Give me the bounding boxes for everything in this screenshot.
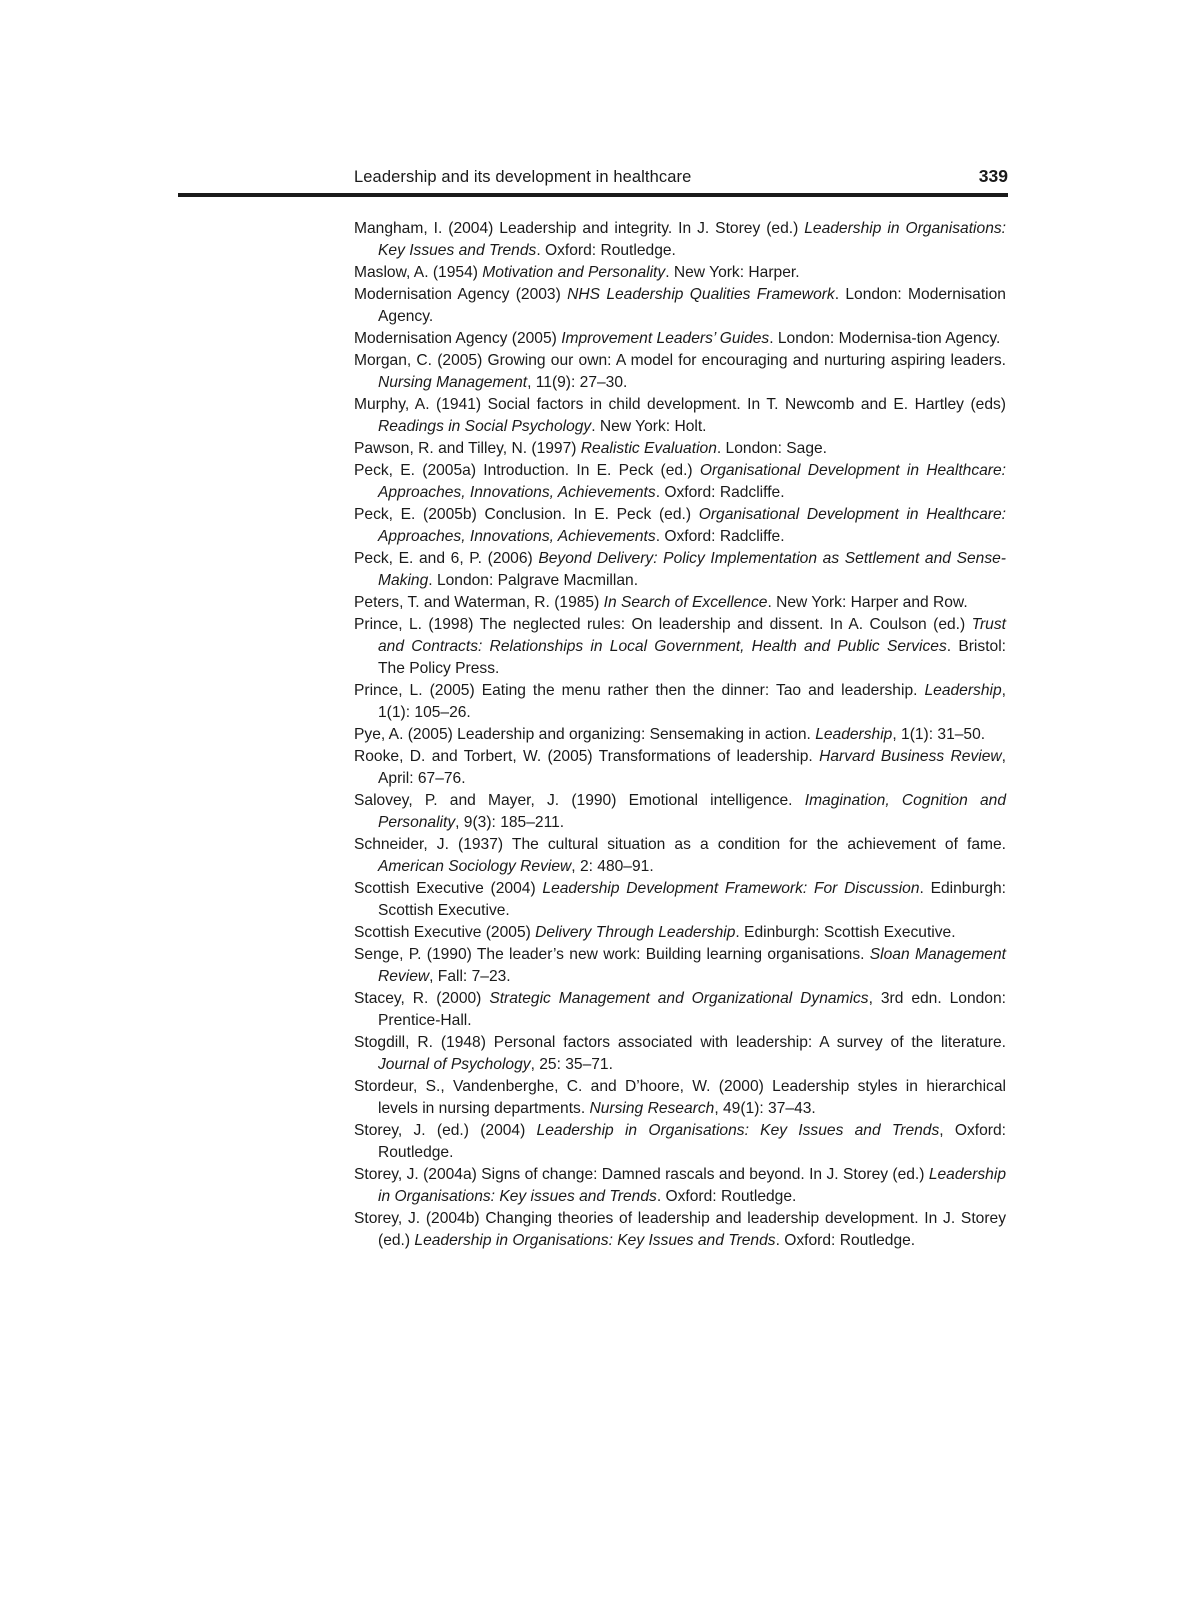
reference-item: Stacey, R. (2000) Strategic Management and Organizational Dynamics, 3rd edn. London: Prentice-Hall.: [354, 990, 1006, 1029]
reference-item: Peck, E. and 6, P. (2006) Beyond Delivery: Policy Implementation as Settlement and Sense-Making. London: Palgrave Macmillan.: [354, 550, 1006, 589]
reference-item: Modernisation Agency (2005) Improvement Leaders’ Guides. London: Modernisa-tion Agency.: [354, 330, 1001, 347]
reference-item: Storey, J. (2004b) Changing theories of leadership and leadership development. In J. Storey (ed.) Leadership in Organisations: Key Issues and Trends. Oxford: Routledge.: [354, 1210, 1006, 1249]
reference-item: Rooke, D. and Torbert, W. (2005) Transformations of leadership. Harvard Business Review, April: 67–76.: [354, 748, 1006, 787]
reference-item: Maslow, A. (1954) Motivation and Personality. New York: Harper.: [354, 264, 800, 281]
reference-item: Scottish Executive (2005) Delivery Through Leadership. Edinburgh: Scottish Executive.: [354, 924, 956, 941]
reference-item: Storey, J. (2004a) Signs of change: Damned rascals and beyond. In J. Storey (ed.) Leadership in Organisations: Key issues and Trends. Oxford: Routledge.: [354, 1166, 1006, 1205]
reference-item: Peters, T. and Waterman, R. (1985) In Search of Excellence. New York: Harper and Row.: [354, 594, 968, 611]
reference-item: Morgan, C. (2005) Growing our own: A model for encouraging and nurturing aspiring leaders. Nursing Management, 11(9): 27–30.: [354, 352, 1006, 391]
reference-item: Pye, A. (2005) Leadership and organizing: Sensemaking in action. Leadership, 1(1): 31–50.: [354, 726, 986, 743]
reference-item: Peck, E. (2005a) Introduction. In E. Peck (ed.) Organisational Development in Healthcare: Approaches, Innovations, Achievements. Oxford: Radcliffe.: [354, 462, 1006, 501]
reference-item: Mangham, I. (2004) Leadership and integrity. In J. Storey (ed.) Leadership in Organisations: Key Issues and Trends. Oxford: Routledge.: [354, 220, 1006, 259]
reference-item: Murphy, A. (1941) Social factors in child development. In T. Newcomb and E. Hartley (eds) Readings in Social Psychology. New York: Holt.: [354, 396, 1006, 435]
reference-item: Pawson, R. and Tilley, N. (1997) Realistic Evaluation. London: Sage.: [354, 440, 828, 457]
reference-item: Prince, L. (2005) Eating the menu rather then the dinner: Tao and leadership. Leadership, 1(1): 105–26.: [354, 682, 1006, 721]
reference-item: Senge, P. (1990) The leader’s new work: Building learning organisations. Sloan Management Review, Fall: 7–23.: [354, 946, 1006, 985]
reference-item: Modernisation Agency (2003) NHS Leadership Qualities Framework. London: Modernisation Agency.: [354, 286, 1006, 325]
reference-item: Peck, E. (2005b) Conclusion. In E. Peck (ed.) Organisational Development in Healthcare: Approaches, Innovations, Achievements. Oxford: Radcliffe.: [354, 506, 1006, 545]
reference-item: Prince, L. (1998) The neglected rules: On leadership and dissent. In A. Coulson (ed.) Trust and Contracts: Relationships in Local Government, Health and Public Services. Bristol: The Policy Press.: [354, 616, 1006, 677]
reference-item: Stogdill, R. (1948) Personal factors associated with leadership: A survey of the literature. Journal of Psychology, 25: 35–71.: [354, 1034, 1006, 1073]
reference-item: Schneider, J. (1937) The cultural situation as a condition for the achievement of fame. American Sociology Review, 2: 480–91.: [354, 836, 1006, 875]
header-rule: [178, 193, 1008, 197]
running-head-title: Leadership and its development in healthcare: [354, 168, 692, 186]
reference-item: Salovey, P. and Mayer, J. (1990) Emotional intelligence. Imagination, Cognition and Personality, 9(3): 185–211.: [354, 792, 1006, 831]
running-head: [178, 166, 1008, 187]
page-number: 339: [978, 166, 1008, 186]
reference-item: Scottish Executive (2004) Leadership Development Framework: For Discussion. Edinburgh: Scottish Executive.: [354, 880, 1007, 919]
reference-list: [354, 218, 1006, 1252]
reference-item: Storey, J. (ed.) (2004) Leadership in Organisations: Key Issues and Trends, Oxford: Routledge.: [354, 1122, 1007, 1161]
reference-item: Stordeur, S., Vandenberghe, C. and D’hoore, W. (2000) Leadership styles in hierarchical levels in nursing departments. Nursing Research, 49(1): 37–43.: [354, 1078, 1006, 1117]
